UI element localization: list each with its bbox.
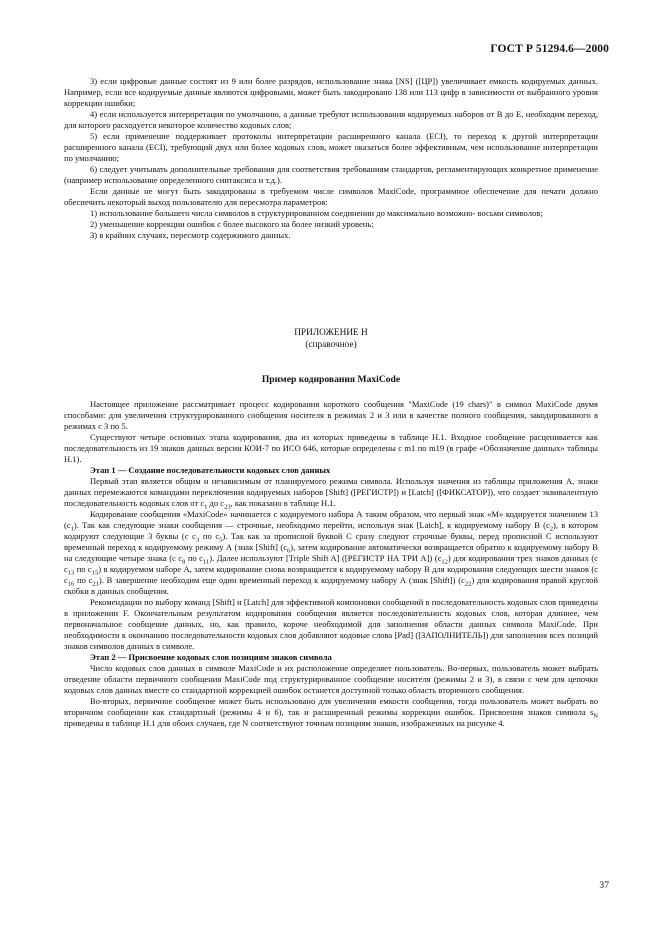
subscript: 11 [202,558,210,566]
paragraph [64,509,598,597]
paragraph: Рекомендации по выбору команд [Shift] и [Latch] для эффективной компоновки сообщений в последовательность кодовых слов приведены в приложении F. Окончательным результатом кодирования сообщения является последовательность кодовых слов, которая длиннее, чем первоначальное сообщение данных, но, как правило, короче необходимой для заполнения области данных символа MaxiCode. При необходимости к окончанию последовательности кодовых слов добавляют кодовые слова [Pad] ([ЗАПОЛНИТЕЛЬ]) для заполнения всех позиций знаков символов данных в символе. [64,597,598,651]
text-segment: ). В завершение необходим еще один временный переход к кодируемому набору А (знак [Shift]) (c [98,575,465,585]
paragraph: 6) следует учитывать дополнительные требования для соответствия требованиям стандартов, регламентирующих конкретное применение (например использование определенного синтаксиса и т.д.). [64,164,598,185]
text-segment: по c [199,531,220,541]
text-segment: Кодирование сообщения «MaxiCode» начинается с кодируемого набора А таким образом, что первый знак «М» кодируется значением 13 (c [64,509,598,530]
appendix-type: (справочное) [305,340,357,350]
subscript: 16 [67,580,75,588]
subscript: 15 [91,569,99,577]
stage2-heading: Этап 2 — Присвоение кодовых слов позициям знаков символа [90,652,332,662]
text-segment: по c [185,553,203,563]
subscript: 22 [464,580,472,588]
paragraph: 3) в крайних случаях, пересмотр содержимого данных. [90,230,291,240]
paragraph: 4) если используется интерпретация по умолчанию, а данные требуют использования кодируемых наборов от В до Е, необходим переход, для которого расходуется некоторое количество кодовых слов; [64,109,598,130]
text-segment: ). Далее используют [Triple Shift A] ([РЕГИСТР НА ТРИ А]) (c [209,553,442,563]
appendix-name: ПРИЛОЖЕНИЕ Н [294,328,368,338]
text-segment: ), в котором кодируют следующие 3 буквы (с c [64,520,598,541]
text-segment: ), затем кодирование автоматически возвращается обратно к кодируемому набору В на следующие четыре знака (с c [64,542,598,563]
subscript: 21 [92,580,99,588]
paragraph: Во-вторых, первичное сообщение может быть использовано для увеличения емкости сообщения, тогда пользователь может выбрать во вторичном сообщении как стандартный (режимы 4 и 6), так и расширенный режимы коррекции ошибок. Присвоения знаков символа $s_N$ приведены в таблице Н.1 для обоих случаев, где N соответствуют точным позициям знаков, изображенных на рисунке 4. [64,696,598,728]
stage1-heading: Этап 1 — Создание последовательности кодовых слов данных [90,465,331,475]
paragraph: Если данные не могут быть закодированы в требуемом числе символов MaxiCode, программное обеспечение для печати должно обеспечить некоторый выход пользователю для пересмотра параметров: [64,186,598,207]
standard-header: ГОСТ Р 51294.6—2000 [490,43,609,55]
paragraph: 2) уменьшение коррекции ошибок с более высокого на более низкий уровень; [90,219,374,229]
page-number: 37 [599,880,609,891]
appendix-title: Пример кодирования MaxiCode [261,374,401,385]
subscript: 2 [549,525,554,533]
paragraph: Существуют четыре основных этапа кодирования, два из которых приведены в таблице Н.1. Входное сообщение расценивается как последовательность из 19 знаков данных версии КОИ-7 по ИСО 646, которые определены с m1 по m19 (в графе «Обозначение данных» таблицы Н.1). [64,432,598,464]
subscript: 8 [182,558,186,566]
paragraph: 3) если цифровые данные состоят из 9 или более разрядов, использование знака [NS] ([ЦР]) увеличивает емкость кодируемых данных. Например, если все кодируемые данные являются цифровыми, может быть закодировано 138 или 113 цифр в зависимости от выбранного уровня коррекции ошибки; [64,76,598,108]
text-segment: ). Так как за прописной буквой С сразу следуют строчные буквы, перед прописной С используют временный переход к кодируемому режиму А (знак [Shift] (c [64,531,598,552]
text-segment: ) для кодирования правой круглой скобки в данных сообщения. [64,575,598,596]
paragraph: Первый этап является общим и независимым от планируемого режима символа. Используя значения из таблицы приложения А, знаки данных перемежаются командами переключения кодируемых наборов [Shift] ([РЕГИСТР]) и [Latch] ([ФИКСАТОР]), что создает эквивалентную последовательность кодовых слов от $c_1$ до $c_{23}$, как показано в таблице Н.1. [64,476,598,511]
text-segment: по c [74,575,93,585]
text-segment: по c [74,564,92,574]
subscript: 13 [67,569,75,577]
text-segment: ) в кодируемом наборе А, затем кодирование снова возвращается к кодируемому набору В для кодирования следующих шести знаков (с c [64,564,598,585]
appendix-label [64,327,598,351]
paragraph: 1) использование большего числа символов в структурированном соединении до максимально возможно- восьми символов; [90,208,543,218]
subscript: 3 [195,536,200,544]
subscript: 12 [441,558,448,566]
subscript: 5 [219,536,223,544]
text-segment: ) для кодирования трех знаков данных (с c [64,553,598,574]
paragraph: Настоящее приложение рассматривает процесс кодирования короткого сообщения "MaxiCode (19 chars)" в символ MaxiCode двумя способами: для увеличения структурированного сообщения носителя в режимах 2 и 3 или в качестве полного сообщения, закодированного в режимах с 3 по 5. [64,399,598,431]
subscript: 1 [70,525,74,533]
appendix-body [64,399,598,729]
subscript: 6 [287,547,291,555]
text-segment: ). Так как следующие знаки сообщения — строчные, необходимо перейти, используя знак [Latch], к кодируемому набору В (c [73,520,550,530]
paragraph: 5) если применение поддерживает протоколы интерпретации расширенного канала (ECI), то переход к другой интерпретации расширенного канала (ECI), требующий двух или более кодовых слов, может оказаться более эффективным, чем использование интерпретации по умолчанию; [64,131,598,163]
top-paragraphs [64,76,598,241]
paragraph: Число кодовых слов данных в символе MaxiCode и их расположение определяет пользователь. Во-первых, пользователь может выбрать отведение области первичного сообщения MaxiCode под структурированное сообщение носителя (режимы 2 и 3), в связи с чем для цепочки кодовых слов данных вместе со стандартной коррекцией ошибок останется доступной только область вторичного сообщения. [64,663,598,695]
